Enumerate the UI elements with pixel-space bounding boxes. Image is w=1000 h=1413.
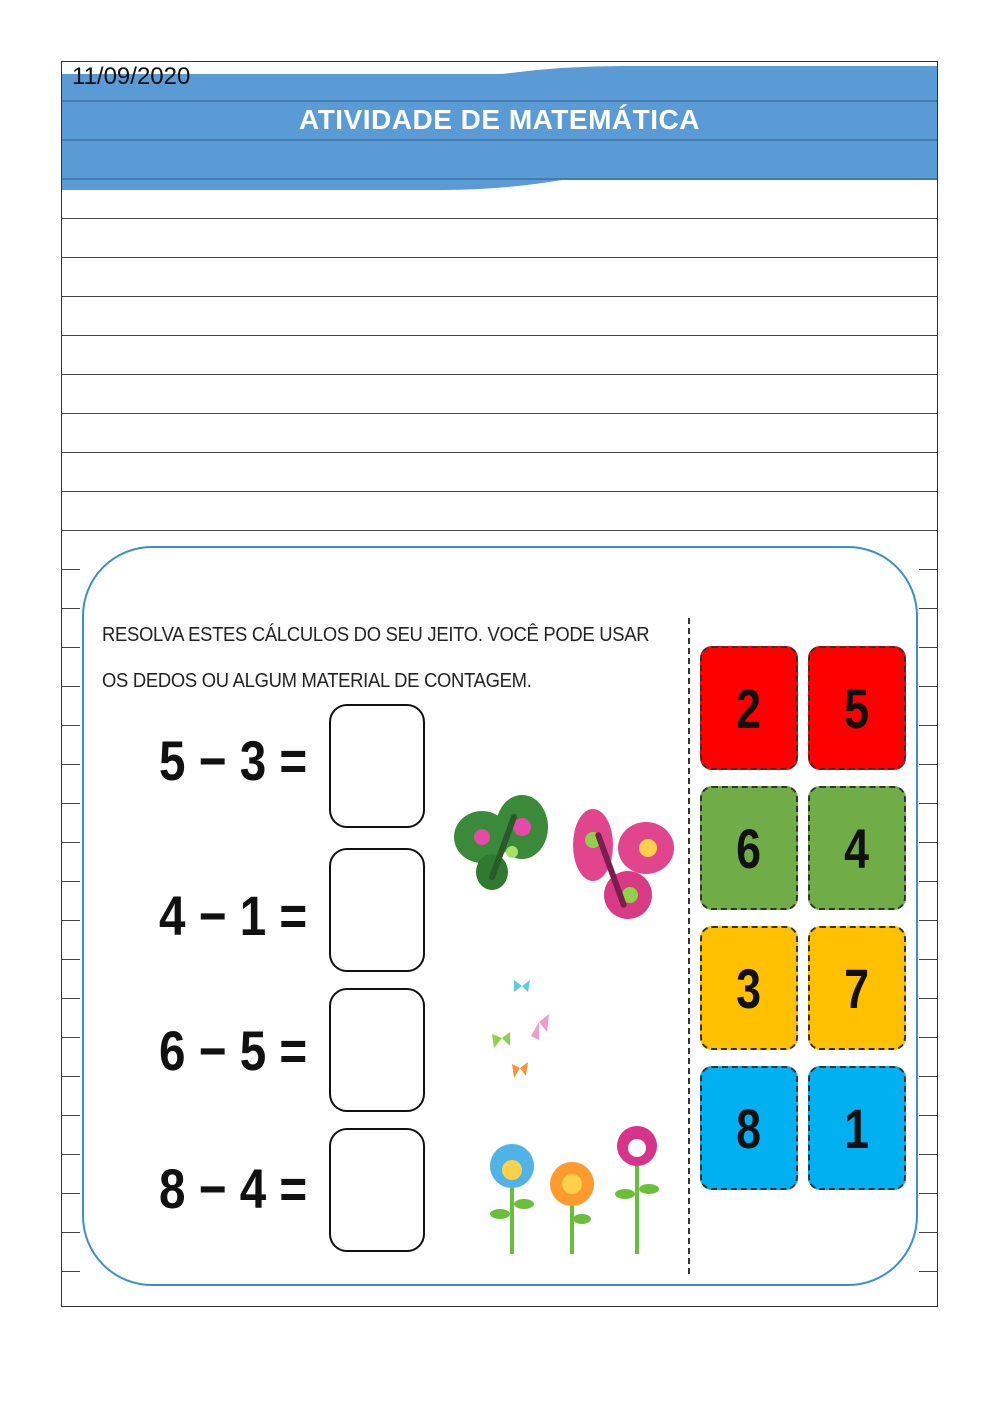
- margin-tick: [62, 764, 80, 765]
- margin-tick: [919, 959, 937, 960]
- answer-box[interactable]: [329, 704, 425, 828]
- instruction-line-2: OS DEDOS OU ALGUM MATERIAL DE CONTAGEM.: [102, 670, 532, 692]
- number-tile[interactable]: 1: [808, 1066, 906, 1190]
- margin-tick: [919, 1271, 937, 1272]
- margin-tick: [919, 1232, 937, 1233]
- margin-tick: [62, 998, 80, 999]
- date-label: 11/09/2020: [72, 63, 191, 90]
- margin-tick: [62, 1076, 80, 1077]
- small-butterflies-icon: [484, 972, 564, 1082]
- problem-expression: 5 − 3 =: [159, 729, 308, 792]
- margin-tick: [919, 686, 937, 687]
- activity-card: [82, 546, 918, 1286]
- margin-tick: [919, 608, 937, 609]
- margin-tick: [919, 1193, 937, 1194]
- number-tile[interactable]: 2: [700, 646, 798, 770]
- ruled-line: [62, 413, 937, 414]
- margin-tick: [62, 1271, 80, 1272]
- answer-box[interactable]: [329, 848, 425, 972]
- ruled-line: [62, 296, 937, 297]
- flowers-icon: [482, 1104, 672, 1254]
- margin-tick: [919, 803, 937, 804]
- problem-expression: 8 − 4 =: [159, 1157, 308, 1220]
- margin-tick: [919, 1037, 937, 1038]
- butterfly-pink-icon: [568, 800, 678, 930]
- margin-tick: [62, 1037, 80, 1038]
- margin-tick: [62, 881, 80, 882]
- problem-expression: 4 − 1 =: [159, 884, 308, 947]
- margin-tick: [919, 920, 937, 921]
- number-tile[interactable]: 3: [700, 926, 798, 1050]
- number-tile[interactable]: 8: [700, 1066, 798, 1190]
- margin-tick: [62, 803, 80, 804]
- margin-tick: [62, 608, 80, 609]
- margin-tick: [62, 959, 80, 960]
- ruled-line: [62, 335, 937, 336]
- margin-tick: [919, 842, 937, 843]
- margin-tick: [62, 686, 80, 687]
- margin-tick: [919, 569, 937, 570]
- ruled-line: [62, 491, 937, 492]
- margin-tick: [62, 1154, 80, 1155]
- margin-tick: [919, 647, 937, 648]
- ruled-line: [62, 257, 937, 258]
- ruled-line: [62, 530, 937, 531]
- page-title: ATIVIDADE DE MATEMÁTICA: [299, 104, 700, 135]
- margin-tick: [919, 725, 937, 726]
- worksheet-page: [61, 61, 938, 1307]
- number-tile[interactable]: 4: [808, 786, 906, 910]
- number-tile[interactable]: 5: [808, 646, 906, 770]
- number-tile[interactable]: 7: [808, 926, 906, 1050]
- margin-tick: [919, 998, 937, 999]
- margin-tick: [62, 1232, 80, 1233]
- margin-tick: [919, 1076, 937, 1077]
- answer-box[interactable]: [329, 1128, 425, 1252]
- instruction-line-1: RESOLVA ESTES CÁLCULOS DO SEU JEITO. VOCÊ PODE USAR: [102, 624, 650, 646]
- ruled-line: [62, 374, 937, 375]
- ruled-line: [62, 452, 937, 453]
- margin-tick: [62, 647, 80, 648]
- margin-tick: [919, 1154, 937, 1155]
- margin-tick: [62, 569, 80, 570]
- margin-tick: [62, 1115, 80, 1116]
- margin-tick: [62, 842, 80, 843]
- margin-tick: [919, 764, 937, 765]
- margin-tick: [919, 1115, 937, 1116]
- number-tile[interactable]: 6: [700, 786, 798, 910]
- margin-tick: [62, 725, 80, 726]
- problem-expression: 6 − 5 =: [159, 1019, 308, 1082]
- margin-tick: [62, 1193, 80, 1194]
- margin-tick: [62, 920, 80, 921]
- ruled-line: [62, 218, 937, 219]
- answer-box[interactable]: [329, 988, 425, 1112]
- butterfly-green-icon: [452, 792, 552, 902]
- cut-line-divider: [688, 618, 690, 1274]
- margin-tick: [919, 881, 937, 882]
